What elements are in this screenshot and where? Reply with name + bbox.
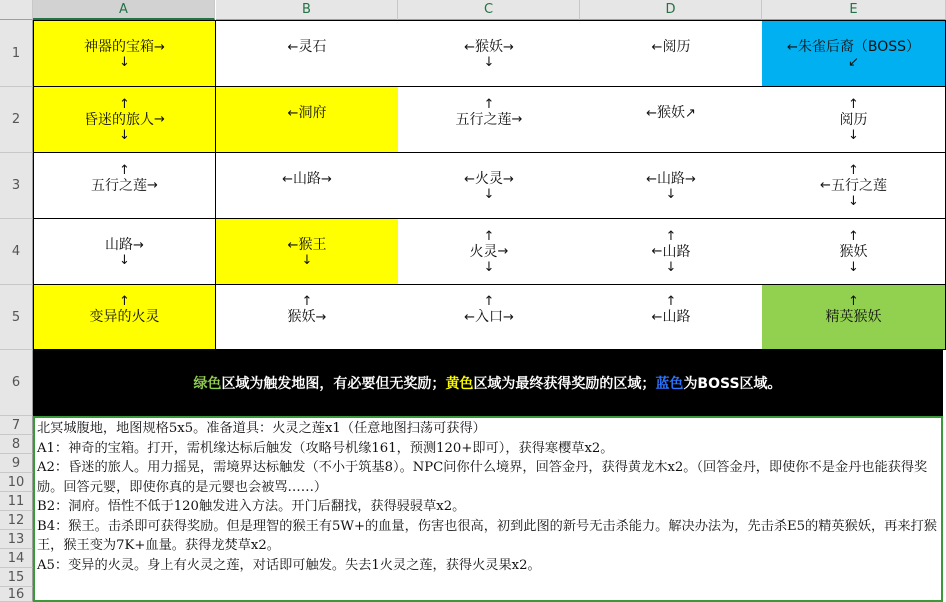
grid-cell-b4[interactable] [216, 219, 399, 285]
cell-label: 变异的火灵 [89, 309, 160, 325]
arrow-right-icon: → [503, 309, 514, 325]
row-header-2[interactable]: 2 [0, 87, 33, 153]
arrow-right-icon: → [685, 171, 696, 187]
row-header-4[interactable]: 4 [0, 219, 33, 285]
arrow-up-icon: ↑ [848, 96, 859, 112]
column-header-b[interactable]: B [216, 0, 398, 20]
cell-label: 山路 [662, 243, 691, 260]
row-header-13[interactable]: 13 [0, 530, 33, 549]
grid-cell-a2[interactable] [33, 87, 216, 153]
arrow-down-icon: ↓ [119, 253, 130, 268]
cell-label: 火灵 [475, 171, 503, 187]
grid-cell-e2[interactable] [762, 87, 946, 153]
grid-cell-e4[interactable] [762, 219, 946, 285]
grid-cell-d1[interactable] [580, 20, 763, 87]
note-line: A1：神奇的宝箱。打开，需机缘达标后触发（攻略号机缘161，预测120+即可），获得寒樱草x2。 [37, 440, 614, 456]
arrow-left-icon: ← [287, 39, 299, 55]
cell-label: 猴妖 [657, 105, 685, 121]
legend-green-word: 绿色 [193, 376, 222, 392]
arrow-left-icon: ← [651, 244, 663, 259]
row-header-10[interactable]: 10 [0, 473, 33, 492]
arrow-up-icon: ↑ [119, 162, 130, 178]
arrow-right-icon: → [503, 39, 514, 55]
cell-label: 精英猴妖 [825, 309, 882, 325]
cell-label: 山路 [105, 237, 134, 253]
grid-cell-a3[interactable] [33, 153, 216, 219]
grid-cell-a5[interactable] [33, 285, 216, 350]
arrow-up-icon: ↑ [665, 228, 677, 244]
cell-label: 山路 [293, 171, 321, 187]
cell-label: 五行之莲 [91, 177, 148, 194]
grid-cell-e3[interactable] [762, 153, 946, 219]
column-header-d[interactable]: D [580, 0, 762, 20]
grid-cell-b5[interactable] [216, 285, 399, 350]
arrow-right-icon: → [315, 309, 327, 325]
grid-cell-a1[interactable] [33, 20, 216, 87]
row-header-14[interactable]: 14 [0, 549, 33, 568]
arrow-down-icon: ↓ [301, 253, 313, 268]
arrow-down-icon: ↓ [119, 55, 130, 70]
grid-cell-a4[interactable] [33, 219, 216, 285]
arrow-up-icon: ↑ [483, 294, 495, 309]
legend-row[interactable] [33, 350, 943, 416]
cell-label: 山路 [662, 309, 691, 325]
arrow-left-icon: ← [651, 39, 663, 55]
arrow-down-icon: ↓ [665, 259, 677, 275]
arrow-down-icon: ↓ [483, 55, 495, 70]
row-header-15[interactable]: 15 [0, 568, 33, 587]
arrow-down-icon: ↓ [483, 259, 495, 275]
arrow-right-icon: → [147, 178, 158, 193]
arrow-right-icon: → [133, 237, 144, 253]
grid-cell-e5[interactable] [762, 285, 946, 350]
cell-label: 昏迷的旅人 [84, 111, 155, 128]
arrow-up-icon: ↑ [483, 228, 495, 244]
notes-cell[interactable] [33, 416, 943, 602]
row-header-5[interactable]: 5 [0, 285, 33, 350]
arrow-up-icon: ↑ [665, 294, 677, 309]
cell-label: 神器的宝箱 [84, 39, 155, 55]
legend-text-2: 区域为最终获得奖励的区域； [473, 376, 656, 392]
legend-text-3: 为BOSS区域。 [683, 376, 782, 392]
arrow-up-icon: ↑ [848, 162, 859, 178]
cell-label: 入口 [475, 309, 503, 325]
note-line: 北冥城腹地，地图规格5x5。准备道具：火灵之莲x1（任意地图扫荡可获得） [37, 421, 486, 436]
cell-label: 洞府 [298, 105, 327, 121]
grid-cell-c2[interactable] [398, 87, 581, 153]
cell-label: 阅历 [662, 39, 691, 55]
row-header-11[interactable]: 11 [0, 492, 33, 511]
grid-cell-d2[interactable] [580, 87, 763, 153]
note-line: A2：昏迷的旅人。用力摇晃，需境界达标触发（不小于筑基8）。NPC问你什么境界，回答金丹，获得黄龙木x2。（回答金丹，即使你不是金丹也能获得奖励。回答元婴，即使你真的是元婴也会被骂……） [37, 460, 928, 495]
cell-label: 山路 [657, 171, 685, 187]
grid-cell-b2[interactable] [216, 87, 399, 153]
cell-label: 五行之莲 [455, 111, 512, 128]
cell-label: 猴王 [298, 237, 327, 253]
grid-cell-b3[interactable] [216, 153, 399, 219]
arrow-right-icon: → [321, 171, 332, 187]
arrow-right-icon: → [497, 244, 509, 259]
arrow-right-icon: → [503, 171, 514, 187]
arrow-left-icon: ← [287, 105, 299, 121]
legend-yellow-word: 黄色 [445, 376, 474, 392]
arrow-left-icon: ← [820, 178, 831, 193]
arrow-down-icon: ↓ [483, 187, 495, 202]
arrow-left-icon: ← [464, 309, 475, 325]
arrow-left-icon: ← [287, 237, 299, 253]
arrow-left-icon: ← [464, 171, 475, 187]
cell-label: 猴妖 [839, 243, 868, 260]
row-header-7[interactable]: 7 [0, 416, 33, 435]
cell-label: 猴妖 [287, 309, 316, 325]
row-header-6[interactable]: 6 [0, 350, 33, 416]
arrow-left-icon: ← [646, 171, 657, 187]
grid-cell-c5[interactable] [398, 285, 581, 350]
select-all-corner[interactable] [0, 0, 33, 20]
arrow-up-icon: ↑ [301, 294, 313, 309]
grid-cell-c3[interactable] [398, 153, 581, 219]
arrow-down-icon: ↓ [848, 193, 859, 209]
arrow-left-icon: ← [464, 39, 475, 55]
arrow-right-icon: → [511, 112, 523, 127]
grid-cell-b1[interactable] [216, 20, 399, 87]
arrow-down-icon: ↓ [119, 127, 130, 143]
grid-cell-d4[interactable] [580, 219, 763, 285]
column-header-a[interactable]: A [33, 0, 215, 20]
arrow-up-icon: ↑ [119, 294, 130, 309]
arrow-down-left-icon: ↙ [848, 55, 859, 70]
column-header-c[interactable]: C [398, 0, 580, 20]
note-line: A5：变异的火灵。身上有火灵之莲，对话即可触发。失去1火灵之莲，获得火灵果x2。 [37, 557, 541, 573]
arrow-right-icon: → [154, 112, 165, 127]
row-header-9[interactable]: 9 [0, 454, 33, 473]
arrow-up-icon: ↑ [483, 96, 495, 112]
arrow-right-icon: → [154, 39, 165, 55]
arrow-left-icon: ← [646, 105, 657, 121]
arrow-left-icon: ← [651, 309, 663, 325]
cell-label: 火灵 [469, 243, 498, 260]
arrow-down-icon: ↓ [665, 187, 677, 202]
row-header-8[interactable]: 8 [0, 435, 33, 454]
cell-label: 朱雀后裔（BOSS） [797, 39, 921, 55]
arrow-up-icon: ↑ [848, 294, 859, 309]
arrow-down-icon: ↓ [848, 127, 859, 143]
arrow-left-icon: ← [786, 39, 798, 55]
arrow-up-icon: ↑ [848, 228, 859, 244]
arrow-up-right-icon: ↗ [685, 105, 696, 121]
column-header-e[interactable]: E [762, 0, 946, 20]
legend-text-1: 区域为触发地图，有必要但无奖励； [221, 376, 446, 392]
cell-label: 五行之莲 [830, 177, 887, 194]
arrow-left-icon: ← [282, 171, 293, 187]
note-line: B2：洞府。悟性不低于120触发进入方法。开门后翻找，获得骎骎草x2。 [37, 499, 466, 514]
grid-cell-d3[interactable] [580, 153, 763, 219]
cell-label: 灵石 [298, 39, 327, 55]
grid-cell-d5[interactable] [580, 285, 763, 350]
row-header-16[interactable]: 16 [0, 587, 33, 602]
row-header-3[interactable]: 3 [0, 153, 33, 219]
grid-cell-e1[interactable] [762, 20, 946, 87]
arrow-down-icon: ↓ [848, 259, 859, 275]
note-line: B4：猴王。击杀即可获得奖励。但是理智的猴王有5W+的血量，伤害也很高，初到此图的新号无击杀能力。解决办法为，先击杀E5的精英猴妖，再来打猴王，猴王变为7K+血量。获得龙焚草x2。 [37, 518, 937, 553]
arrow-up-icon: ↑ [119, 96, 130, 112]
grid-cell-c4[interactable] [398, 219, 581, 285]
row-header-12[interactable]: 12 [0, 511, 33, 530]
grid-cell-c1[interactable] [398, 20, 581, 87]
cell-label: 猴妖 [475, 39, 503, 55]
row-header-1[interactable]: 1 [0, 20, 33, 87]
cell-label: 阅历 [839, 111, 868, 128]
legend-blue-word: 蓝色 [655, 376, 684, 392]
